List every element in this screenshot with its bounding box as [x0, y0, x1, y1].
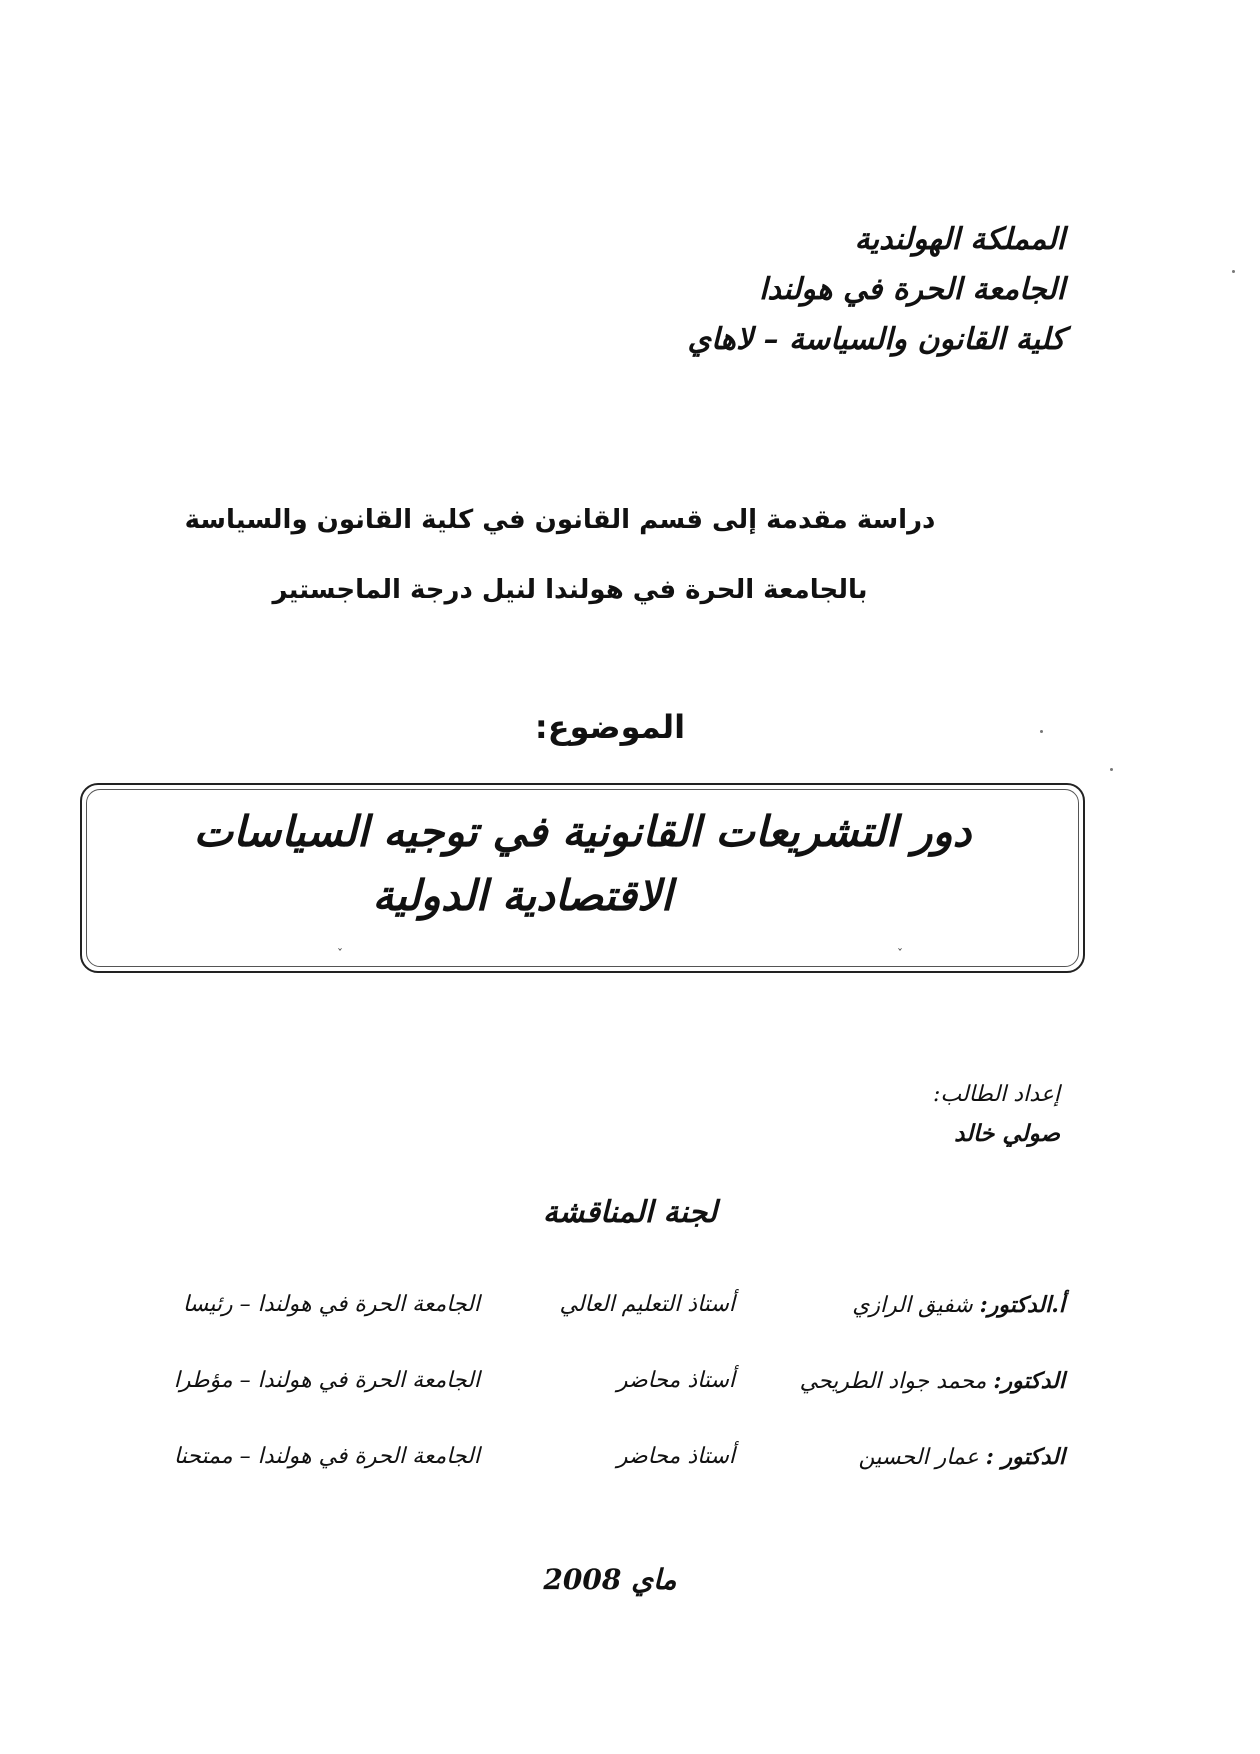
committee-member [100, 1292, 1065, 1332]
member-rank: أستاذ محاضر [616, 1444, 735, 1469]
study-description-line2: بالجامعة الحرة في هولندا لنيل درجة الماجستير [272, 575, 868, 605]
member-name [859, 1444, 1065, 1470]
thesis-title-line2: الاقتصادية الدولية [372, 871, 673, 920]
member-affiliation: الجامعة الحرة في هولندا – رئيسا [182, 1292, 480, 1317]
member-fullname: شفيق الرازي [852, 1293, 973, 1318]
student-name: صولي خالد [954, 1120, 1060, 1147]
box-tick-mark: ˇ [337, 947, 343, 961]
subject-label: الموضوع: [534, 708, 686, 746]
thesis-title-box [80, 783, 1085, 973]
box-tick-mark: ˇ [897, 947, 903, 961]
scan-speck [1232, 270, 1235, 273]
member-title: أ.الدكتور: [979, 1292, 1065, 1318]
member-title: الدكتور: [993, 1368, 1065, 1394]
member-name [852, 1292, 1065, 1318]
submission-date: ماي 2008 [543, 1563, 677, 1596]
member-rank: أستاذ التعليم العالي [559, 1292, 735, 1317]
member-fullname: محمد جواد الطريحي [799, 1369, 987, 1394]
committee-title: لجنة المناقشة [542, 1195, 718, 1230]
member-fullname: عمار الحسين [858, 1445, 979, 1470]
scan-speck [1110, 768, 1113, 771]
member-affiliation: الجامعة الحرة في هولندا – ممتحنا [173, 1444, 480, 1469]
institution-university: الجامعة الحرة في هولندا [759, 272, 1065, 307]
member-name [800, 1368, 1065, 1394]
study-description-line1: دراسة مقدمة إلى قسم القانون في كلية القانون والسياسة [184, 505, 936, 535]
member-affiliation: الجامعة الحرة في هولندا – مؤطرا [173, 1368, 480, 1393]
prepared-by-label: إعداد الطالب: [933, 1082, 1060, 1107]
committee-member [100, 1444, 1065, 1484]
committee-member [100, 1368, 1065, 1408]
institution-country: المملكة الهولندية [854, 222, 1065, 257]
scan-speck [1040, 730, 1043, 733]
member-rank: أستاذ محاضر [616, 1368, 735, 1393]
institution-header [505, 215, 1065, 365]
thesis-title-line1: دور التشريعات القانونية في توجيه السياسات [193, 807, 972, 856]
institution-faculty: كلية القانون والسياسة – لاهاي [687, 322, 1065, 357]
member-title: الدكتور : [985, 1444, 1065, 1470]
